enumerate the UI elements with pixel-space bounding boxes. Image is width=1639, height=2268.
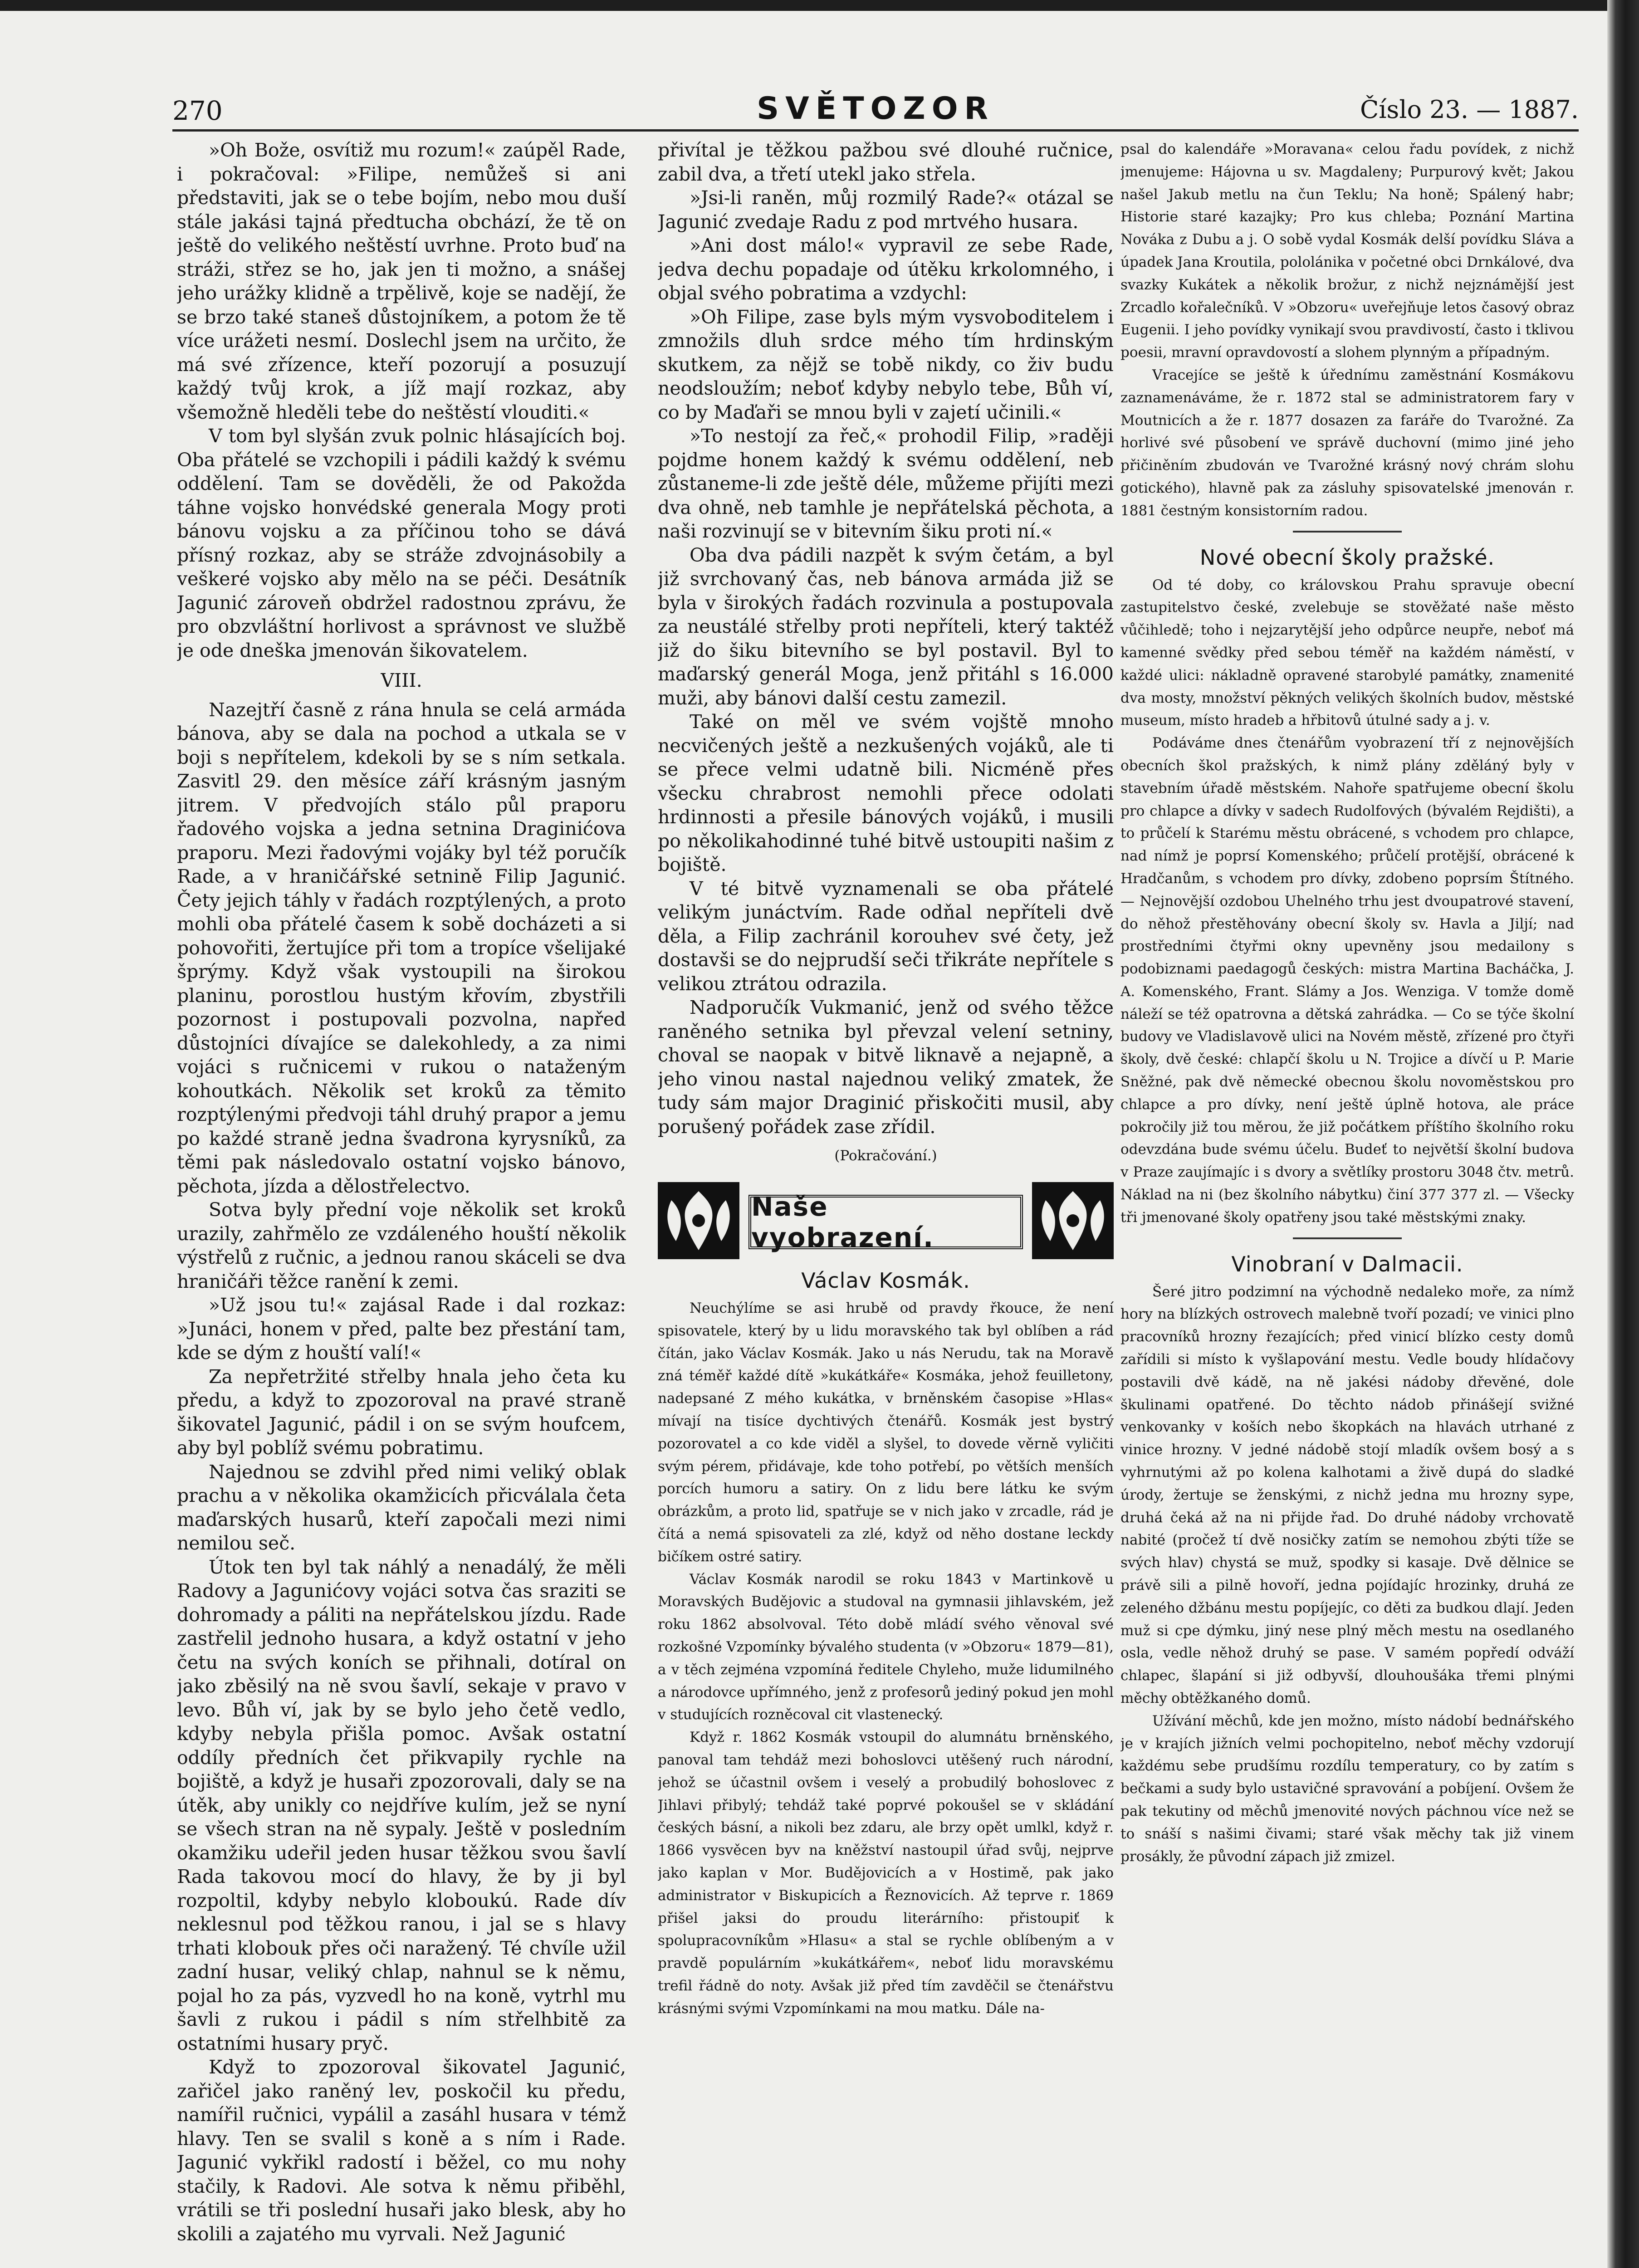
continued-note: (Pokračování.): [834, 1148, 937, 1164]
fleuron-ornament-icon: [658, 1182, 739, 1259]
paragraph: Neuchýlíme se asi hrubě od pravdy řkouce, že není spisovatele, který by u lidu moravského tak byl oblíben a rád čítán, jako Václav Kosmák. Jako u nás Nerudu, tak na Moravě zná téměř každé dítě »kukátkáře« Kosmáka, jehož feuilletony, nadepsané Z mého kukátka, v brněnském časopise »Hlas« mívají na tisíce dychtivých čtenářů. Kosmák jest bystrý pozorovatel a co kde viděl a slyšel, to dovede věrně vyličiti svým pérem, přidávaje, kde toho potřebí, po větších menších porcích humoru a satiry. On z lidu bere látku ke svým obrázkům, a proto lid, spatřuje se v nich jako v zrcadle, rád je čítá a nemá spisovateli za zlé, když od něho dostane leckdy bičíkem ostré satiry.: [658, 1300, 1114, 1565]
paragraph: »Jsi-li raněn, můj rozmilý Rade?« otázal se Jagunić zvedaje Radu z pod mrtvého husara.: [658, 187, 1114, 233]
paragraph: »Ani dost málo!« vypravil ze sebe Rade, jedva dechu popadaje od útěku krkolomného, i objal svého pobratima a vzdychl:: [658, 235, 1114, 304]
paragraph: Od té doby, co královskou Prahu spravuje obecní zastupitelstvo české, zvelebuje se stověžaté naše město vůčihledě; toho i nejzarytější jeho odpůrce neupře, neboť má kamenné svědky před sebou téměř na každém náměstí, v každé ulici: nákladně opravené starobylé památky, znamenité dva mosty, množství pěkných velikých školních budov, městské museum, místo hradeb a hřbitovů útulné sady a j. v.: [1120, 577, 1574, 729]
article-heading-vintage: Vinobraní v Dalmacii.: [1231, 1251, 1463, 1276]
section-divider: [1293, 531, 1402, 533]
banner-title: Naše vyobrazení.: [751, 1191, 934, 1253]
paragraph: Za nepřetržité střelby hnala jeho četa ku předu, a když to zpozoroval na pravé straně šikovatel Jagunić, pádil i on se svým houfcem, aby byl poblíž svému pobratimu.: [177, 1365, 626, 1459]
article-heading-schools: Nové obecní školy pražské.: [1199, 545, 1495, 570]
paragraph: V té bitvě vyznamenali se oba přátelé velikým junáctvím. Rade odňal nepříteli dvě děla, a Filip zachránil korouhev své čety, jež dostavši se do nejprudší seči třikráte nepřítele s velikou ztrátou odrazila.: [658, 877, 1114, 995]
article-heading-kosmak: Václav Kosmák.: [801, 1268, 970, 1293]
paragraph: psal do kalendáře »Moravana« celou řadu povídek, z nichž jmenujeme: Hájovna u sv. Magdaleny; Purpurový květ; Jakou našel Jakub metlu na čun Teklu; Na honě; Spálený habr; Historie staré kazajky; Pro kus chleba; Poznání Martina Nováka z Dubu a j. O sobě vydal Kosmák delší povídku Sláva a úpadek Jana Kroutila, pololánika v početné obci Drnkálové, dva svazky Kukátek a několik brožur, z nichž nejznámější jest Zrcadlo kořalečníků. V »Obzoru« uveřejňuje letos časový obraz Eugenii. I jeho povídky vynikají svou pravdivostí, často i tklivou poesii, mravní opravdovostí a slohem plynným a případným.: [1120, 141, 1574, 361]
paragraph: přivítal je těžkou pažbou své dlouhé ručnice, zabil dva, a třetí utekl jako střela.: [658, 139, 1114, 185]
paragraph: Šeré jitro podzimní na východně nedaleko moře, za nímž hory na blízkých ostrovech malebně tvoří pozadí; ve vinici plno pracovníků hrozny řezajících; před vinicí blízko cesty domů zařídili si místo k vyšlapování mestu. Vedle boudy hlídačovy postavili dvě kádě, na ně jakési nádoby dřevěné, dole škulinami opatřené. Do těchto nádob přinášejí svižné venkovanky v koších nebo škopkách na hlavách utrhané z vinice hrozny. V jedné nádobě stojí mladík ovšem bosý a s vyhrnutými až po kolena kalhotami a živě dupá do sladké úrody, žertuje se ženskými, z nichž jedna mu hrozny sype, druhá čeká až na ni přijde řad. Do druhé nádoby vrchovatě nabité (pročež tí dvě nosičky zatím se nemohou zbýti tíže se svých hlav) chystá se muž, spodky si kasaje. Dvě dělnice se právě sili a pilně hovoří, jedna pojídajíc hrozinky, druhá ze zeleného džbánu mestu popíjejíc, co děti za budkou dlají. Jeden muž si cpe dýmku, jiný nese plný měch mestu na osedlaného osla, vedle něhož druhý se pase. V samém popředí odváží chlapec, šlapání si již odbyvší, dlouhoušáka třemi plnými měchy obtěžkaného domů.: [1120, 1283, 1574, 1706]
chapter-number: VIII.: [381, 670, 422, 691]
paragraph: »Oh Filipe, zase byls mým vysvoboditelem i zmnožils dluh srdce mého tím hrdinským skutkem, za nějž se tobě nikdy, co živ budu neodsloužím; neboť kdyby nebylo tebe, Bůh ví, co by Maďaři se mnou byli v zajetí učinili.«: [658, 306, 1114, 423]
column-2: [658, 138, 1114, 2261]
banner-title-box: [749, 1191, 1023, 1253]
paragraph: Václav Kosmák narodil se roku 1843 v Martinkově u Moravských Budějovic a studoval na gymnasii jihlavském, jež roku 1862 absolvoval. Této době mládí svého věnoval své rozkošné Vzpomínky bývalého studenta (v »Obzoru« 1879—81), a v těch zejména vzpomíná ředitele Chyleho, muže lidumilného a národovce upřímného, jenž z profesorů jediný pokud jen mohl v studujících rozněcoval cit vlastenecký.: [658, 1571, 1114, 1723]
issue-number: Číslo 23. — 1887.: [1360, 95, 1579, 124]
paragraph: »Už jsou tu!« zajásal Rade i dal rozkaz: »Junáci, honem v před, palte bez přestání tam, kde se dým z houští valí!«: [177, 1294, 626, 1364]
column-3: [1120, 138, 1574, 2261]
paragraph: Nadporučík Vukmanić, jenž od svého těžce raněného setnika byl převzal velení setniny, choval se naopak v bitvě liknavě a nejapně, a jeho vinou nastal najednou veliký zmatek, že tudy sám major Draginić přiskočiti musil, aby porušený pořádek zase zřídil.: [658, 997, 1114, 1138]
header-rule: [172, 129, 1579, 132]
paragraph: Nazejtří časně z rána hnula se celá armáda bánova, aby se dala na pochod a utkala se v boji s nepřítelem, kdekoli by se s ním setkala. Zasvitl 29. den měsíce září krásným jasným jitrem. V předvojích stálo půl praporu řadového vojska a jedna setnina Draginićova praporu. Mezi řadovými vojáky byl též poručík Rade, a v hraničářské setnině Filip Jagunić. Čety jejich táhly v řadách rozptýlených, a proto mohli oba přátelé časem k sobě docházeti a si pohovořiti, žertujíce při tom a tropíce všelijaké šprýmy. Když však vystoupili na širokou planinu, porostlou hustým křovím, zbystřili pozornost i postupovali pozvolna, napřed důstojníci dívajíce se dalekohledy, a za nimi vojáci s ručnicemi v rukou o nataženým kohoutkách. Několik set kroků za těmito rozptýlenými předvoji táhl druhý prapor a jemu po každé straně jedna švadrona kyrysníků, za těmi pak následovalo ostatní vojsko bánovo, pěchota, jízda a dělostřelectvo.: [177, 699, 626, 1197]
paragraph: Podáváme dnes čtenářům vyobrazení tří z nejnovějších obecních škol pražských, k nimž plány zděláný byly v stavebním úřadě městském. Nahoře spatřujeme obecní školu pro chlapce a dívky v sadech Rudolfových (bývalém Rejdišti), a to průčelí k Starému městu obrácené, s vchodem pro chlapce, nad nímž je poprsí Komenského; průčelí protější, obrácené k Hradčanům, s vchodem pro dívky, zdobeno poprsím Štítného. — Nejnovější ozdobou Uhelného trhu jest dvoupatrové stavení, do něhož přestěhovány obecní školy sv. Havla a Jiljí; nad prostředními čtyřmi okny upevněny jsou medailony s podobiznami paedagogů českých: mistra Martina Bacháčka, J. A. Komenského, Frant. Slámy a Jos. Wenziga. V tomže domě náleží se též opatrovna a dětská zahrádka. — Co se týče školní budovy ve Vladislavově ulici na Novém městě, zřízené pro čtyři školy, dvě české: chlapčí školu u N. Trojice a dívčí u P. Marie Sněžné, pak dvě německé obecnou školu novoměstskou pro chlapce a pro dívky, není ještě úplně hotova, ale práce pokročily již tou měrou, že již počátkem příštího školního roku odevzdána bude svému účelu. Budeť to největší školní budova v Praze zaujímajíc i s dvory a světlíky prostoru 3048 čtv. metrů. Náklad na ni (bez školního nábytku) činí 377 377 zl. — Všecky tři jmenované školy opatřeny jsou také městskými znaky.: [1120, 735, 1574, 1226]
scan-edge-right: [1607, 0, 1639, 2268]
paragraph: Užívání měchů, kde jen možno, místo nádobí bednářského je v krajích jižních velmi pochopitelno, neboť měchy vzdorují každému sebe prudšímu rozdílu temperatury, co by zatím s bečkami a sudy bylo ustavičné spravování a pobíjení. Ovšem že pak tekutiny od měchů jmenovité nových páchnou více než se to snáší s našimi čivami; staré však měchy tak již vinem prosákly, že původní zápach již zmizel.: [1120, 1712, 1574, 1865]
paragraph: Najednou se zdvihl před nimi veliký oblak prachu a v několika okamžicích přicválala četa maďarských husarů, kteří započali mezi nimi nemilou seč.: [177, 1461, 626, 1554]
paragraph: »Oh Bože, osvítiž mu rozum!« zaúpěl Rade, i pokračoval: »Filipe, nemůžeš si ani představiti, jak se o tebe bojím, nebo mou duší stále jakási tajná předtucha obchází, že tě on ještě do velikého neštěstí uvrhne. Proto buď na stráži, střez se ho, jak jen ti možno, a snášej jeho urážky klidně a trpělivě, koje se nadějí, že se brzo také staneš důstojníkem, a potom že tě více urážeti nesmí. Doslechl jsem na určito, že má své zřízence, kteří pozorují a posuzují každý tvůj krok, a jíž mají rozkaz, aby všemožně hleděli tebe do neštěstí vlouditi.«: [177, 139, 626, 423]
page-number: 270: [172, 95, 223, 126]
paragraph: Oba dva pádili nazpět k svým četám, a byl již svrchovaný čas, neb bánova armáda již se byla v širokých řadách rozvinula a postupovala za neustálé střelby proti nepříteli, který taktéž již do šiku bitevního se byl postavil. Byl to maďarský generál Moga, jenž přitáhl s 16.000 muži, aby bánovi další cestu zamezil.: [658, 544, 1114, 709]
section-divider: [1293, 1237, 1402, 1239]
paragraph: Také on měl ve svém vojště mnoho necvičených ještě a nezkušených vojáků, ale ti se přece velmi udatně bili. Nicméně přes všecku chrabrost nemohli přece odolati hrdinnosti a přesile bánových vojáků, i musili po několikahodinné tuhé bitvě ustoupiti našim z bojiště.: [658, 711, 1114, 875]
fleuron-ornament-icon: [1032, 1182, 1114, 1259]
paragraph: Vracejíce se ještě k úřednímu zaměstnání Kosmákovu zaznamenáváme, že r. 1872 stal se administratorem fary v Moutnicích a že r. 1877 dosazen za faráře do Tvarožné. Za horlivé své působení ve správě duchovní (mimo jiné jeho přičiněním zbudován ve Tvarožné krásný nový chrám slohu gotického), hlavně pak za zásluhy spisovatelské jmenován r. 1881 čestným konsistorním radou.: [1120, 367, 1574, 519]
scan-edge-top: [0, 0, 1639, 11]
column-1: [177, 138, 626, 2261]
paragraph: Když to zpozoroval šikovatel Jagunić, zařičel jako raněný lev, poskočil ku předu, namířil ručnici, vypálil a zasáhl husara v témž hlavy. Ten se svalil s koně a s ním i Rade. Jagunić vykřikl radostí i běžel, co mu nohy stačily, k Radovi. Ale sotva k němu přiběhl, vrátili se tři poslední husaři jako blesk, aby ho skolili a zajatého mu vyrvali. Než Jagunić: [177, 2056, 626, 2245]
paragraph: Když r. 1862 Kosmák vstoupil do alumnátu brněnského, panoval tam tehdáž mezi bohoslovci utěšený ruch národní, jehož se účastnil ovšem i veselý a probudilý bohoslovec z Jihlavi přibylý; tehdáž také poprvé pokoušel se v skládání českých básní, a nikoli bez zdaru, ale brzy opět umlkl, když r. 1866 vysvěcen byv na kněžství nastoupil úřad svůj, nejprve jako kaplan v Mor. Budějovicích a v Hostimě, pak jako administrator v Biskupicích a Řeznovicích. Až teprve r. 1869 přišel jaksi do proudu literárního: přistoupiť k spolupracovníkům »Hlasu« a stal se rychle oblíbeným a v pravdě populárním »kukátkářem«, neboť lidu moravskému trefil řádně do noty. Avšak již před tím zavděčil se čtenářstvu krásnými svými Vzpomínkami na mou matku. Dále na-: [658, 1729, 1114, 2017]
section-banner: [658, 1182, 1114, 1259]
paragraph: »To nestojí za řeč,« prohodil Filip, »raději pojdme honem každý k svému oddělení, neb zůstaneme-li zde ještě déle, můžeme přijíti mezi dva ohně, neb tamhle je nepřátelská pěchota, a naši rozvinují se v bitevním šiku proti ní.«: [658, 425, 1114, 542]
masthead-title: SVĚTOZOR: [757, 91, 994, 127]
paragraph: Útok ten byl tak náhlý a nenadálý, že měli Radovy a Jagunićovy vojáci sotva čas sraziti se dohromady a páliti na nepřátelskou jízdu. Rade zastřelil jednoho husara, a když ostatní v jeho četu na svých koních se přihnali, dotíral on jako zběsilý na ně svou šavlí, sekaje v pravo v levo. Bůh ví, jak by se bylo jeho četě vedlo, kdyby nebyla přišla pomoc. Avšak ostatní oddíly předních čet přikvapily rychle na bojiště, a když je husaři zpozorovali, daly se na útěk, aby unikly co nejdříve kulím, jež se nyní se všech stran na ně sypaly. Ještě v posledním okamžiku udeřil jeden husar těžkou svou šavlí Rada takovou mocí do hlavy, že by ji byl rozpoltil, kdyby nebylo kloboukú. Rade dív neklesnul pod těžkou ranou, i jal se s hlavy trhati klobouk přes oči naražený. Té chvíle užil zadní husar, veliký chlap, nahnul se k němu, pojal ho za pás, vyzvedl ho na koně, vytrhl mu šavli z rukou i pádil s ním střelhbitě za ostatními husary pryč.: [177, 1556, 626, 2054]
paragraph: V tom byl slyšán zvuk polnic hlásajících boj. Oba přátelé se vzchopili i pádili každý k svému oddělení. Tam se dověděli, že od Pakožda táhne vojsko honvédské generala Mogy proti bánovu vojsku a za příčinou toho se dává přísný rozkaz, aby se stráže zdvojnásobily a veškeré vojsko aby mělo na se péči. Desátník Jagunić zároveň obdržel radostnou zprávu, že pro obzvláštní horlivost a správnost ve službě je ode dneška jmenován šikovatelem.: [177, 425, 626, 661]
page-header: [172, 91, 1579, 132]
paragraph: Sotva byly přední voje několik set kroků urazily, zahřmělo ze vzdáleného houští několik výstřelů z ručnic, a jednou ranou skáceli se dva hraničáři těžce ranění k zemi.: [177, 1199, 626, 1292]
